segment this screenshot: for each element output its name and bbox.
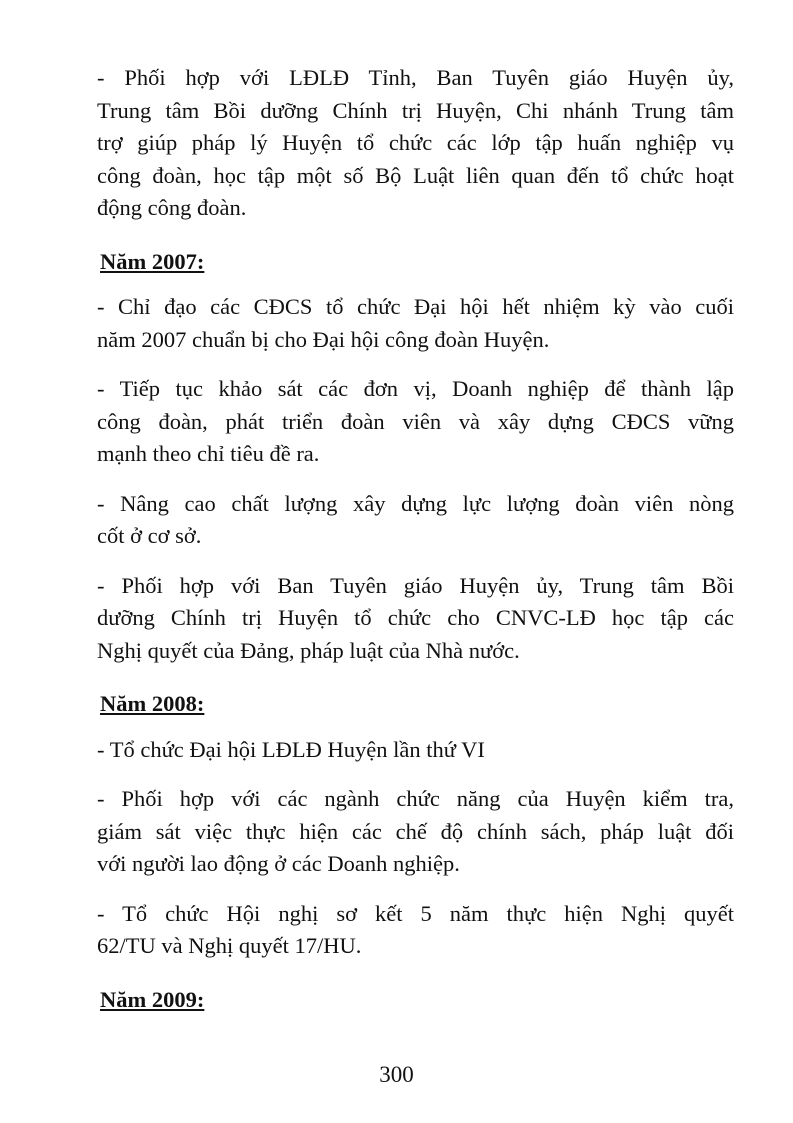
paragraph [97,62,734,225]
text-line: mạnh theo chỉ tiêu đề ra. [97,441,320,466]
text-line: dưỡng Chính trị Huyện tổ chức cho CNVC-LĐ học tập các [97,605,734,630]
text-line: - Nâng cao chất lượng xây dựng lực lượng đoàn viên nòng [97,490,734,516]
paragraph [97,734,734,767]
text-line: công đoàn, học tập một số Bộ Luật liên quan đến tổ chức hoạt [97,162,734,188]
paragraph [97,488,734,553]
year-heading: Năm 2009: [100,986,205,1012]
page-body [97,62,734,1016]
year-heading: Năm 2007: [100,248,205,274]
text-line: Trung tâm Bồi dưỡng Chính trị Huyện, Chi nhánh Trung tâm [97,97,734,123]
text-line: - Chỉ đạo các CĐCS tổ chức Đại hội hết nhiệm kỳ vào cuối [97,294,734,319]
text-line: - Tổ chức Đại hội LĐLĐ Huyện lần thứ VI [97,736,485,762]
text-line: - Phối hợp với LĐLĐ Tỉnh, Ban Tuyên giáo Huyện ủy, [97,65,734,90]
text-line: - Tổ chức Hội nghị sơ kết 5 năm thực hiện Nghị quyết [97,900,734,926]
text-line: giám sát việc thực hiện các chế độ chính sách, pháp luật đối [97,818,734,844]
paragraph [97,570,734,668]
page-number: 300 [379,1062,414,1087]
text-line: công đoàn, phát triển đoàn viên và xây dựng CĐCS vững [97,408,734,434]
paragraph [97,783,734,881]
text-line: với người lao động ở các Doanh nghiệp. [97,851,460,876]
paragraph [97,373,734,471]
text-line: Nghị quyết của Đảng, pháp luật của Nhà nước. [97,637,520,663]
text-line: cốt ở cơ sở. [97,523,202,548]
text-line: năm 2007 chuẩn bị cho Đại hội công đoàn Huyện. [97,326,550,352]
text-line: - Phối hợp với các ngành chức năng của Huyện kiểm tra, [97,786,734,811]
text-line: - Phối hợp với Ban Tuyên giáo Huyện ủy, Trung tâm Bồi [97,572,734,598]
paragraph [97,898,734,963]
text-line: 62/TU và Nghị quyết 17/HU. [97,933,362,958]
text-line: - Tiếp tục khảo sát các đơn vị, Doanh nghiệp để thành lập [97,376,734,401]
year-heading: Năm 2008: [100,691,205,716]
text-line: động công đoàn. [97,195,247,220]
text-line: trợ giúp pháp lý Huyện tổ chức các lớp tập huấn nghiệp vụ [97,130,734,155]
paragraph [97,291,734,356]
